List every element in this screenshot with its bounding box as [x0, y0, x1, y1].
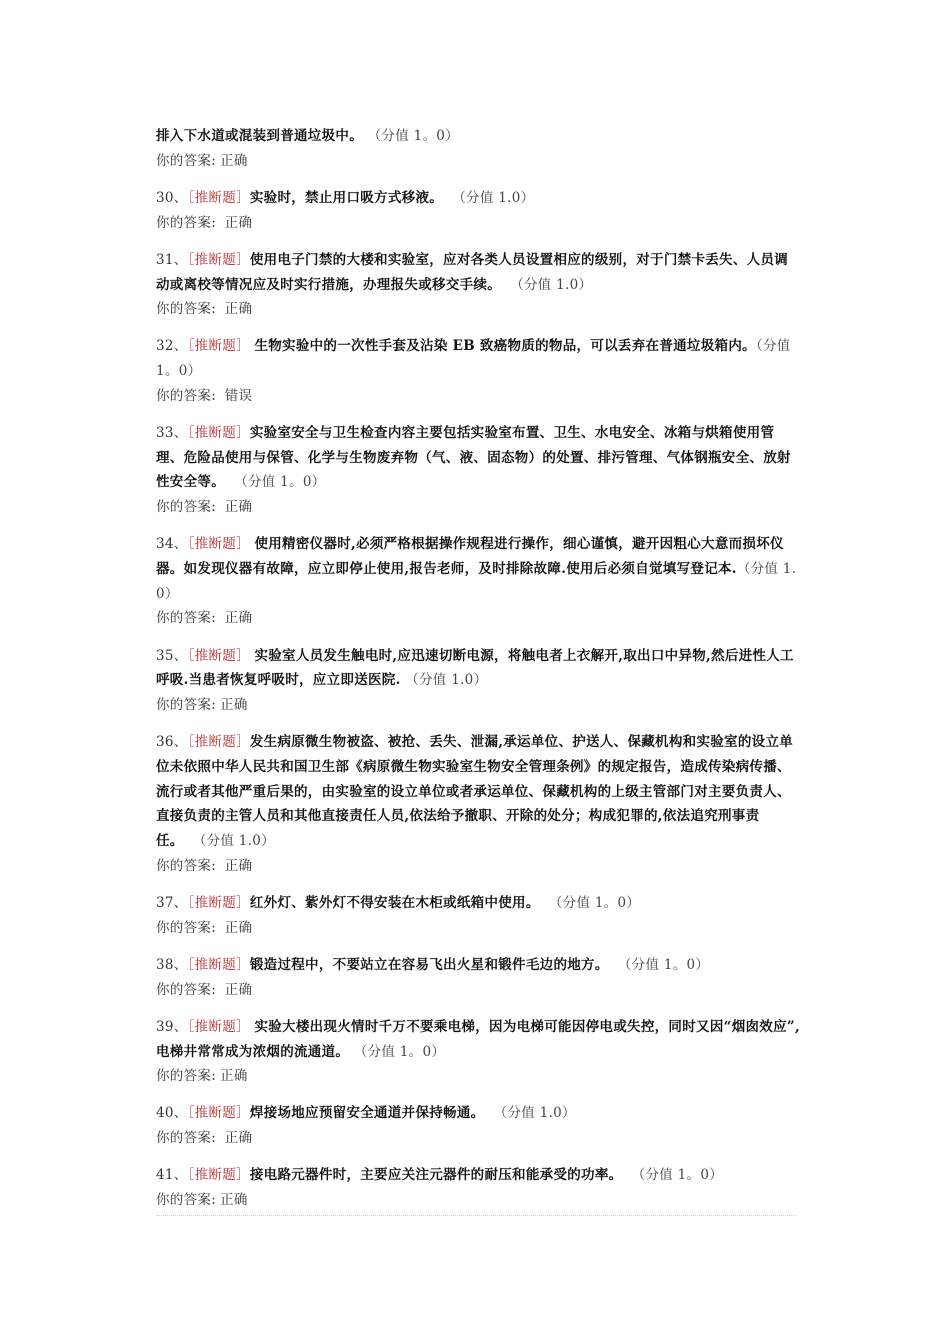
question-score: （分值 1.0） — [192, 833, 275, 850]
answer-value: 正确 — [224, 981, 253, 998]
answer-value: 正确 — [224, 857, 253, 874]
question-score: （分值 1.0） — [405, 672, 488, 689]
question-number: 33、 — [156, 425, 188, 442]
question-text — [156, 1163, 801, 1188]
question-number: 40、 — [156, 1105, 188, 1122]
question-number: 36、 — [156, 734, 188, 751]
answer-line — [156, 916, 801, 941]
question-type: ［推断题］ — [187, 536, 250, 553]
question-type: ［推断题］ — [187, 956, 250, 973]
question-text — [156, 644, 801, 693]
question-number: 37、 — [156, 894, 188, 911]
answer-line — [156, 1188, 801, 1213]
question-text — [156, 186, 801, 211]
question-type: ［推断题］ — [187, 894, 250, 911]
question-number: 41、 — [156, 1167, 188, 1184]
question-item — [156, 1101, 801, 1150]
answer-value: 正确 — [224, 301, 253, 318]
question-score: （分值 1.0） — [452, 189, 535, 206]
question-number: 38、 — [156, 956, 188, 973]
answer-value: 正确 — [224, 214, 253, 231]
answer-value: 正确 — [220, 1068, 248, 1085]
answer-line — [156, 854, 801, 879]
question-stem: 接电路元器件时，主要应关注元器件的耐压和能承受的功率。 — [249, 1167, 623, 1184]
question-stem: 使用精密仪器时,必须严格根据操作规程进行操作，细心谨慎，避开因粗心大意而损坏仪器。如发现仪器有故障，应立即停止使用,报告老师，及时排除故障.使用后必须自觉填写登记本. — [156, 536, 784, 578]
question-stem: 发生病原微生物被盗、被抢、丢失、泄漏,承运单位、护送人、保藏机构和实验室的设立单位未依照中华人民共和国卫生部《病原微生物实验室生物安全管理条例》的规定报告，造成传染病传播、流行或者其他严重后果的，由实验室的设立单位或者承运单位、保藏机构的上级主管部门对主要负责人、直接负责的主管人员和其他直接责任人员,依法给予撤职、开除的处分；构成犯罪的,依法追究刑事责任。 — [156, 734, 794, 850]
question-item — [156, 421, 801, 520]
question-number: 31、 — [156, 251, 188, 268]
answer-label: 你的答案: — [156, 697, 217, 714]
answer-line — [156, 211, 801, 236]
question-stem: 实验大楼出现火情时千万不要乘电梯，因为电梯可能因停电或失控，同时又因“烟囱效应”,电梯井常常成为浓烟的流通道。 — [156, 1018, 800, 1060]
question-score: （分值 1。0） — [234, 474, 326, 491]
question-item — [156, 891, 801, 940]
question-number: 32、 — [156, 338, 188, 355]
answer-value: 错误 — [224, 387, 253, 404]
answer-value: 正确 — [220, 1192, 248, 1209]
question-stem: 实验室安全与卫生检查内容主要包括实验室布置、卫生、水电安全、冰箱与烘箱使用管理、危险品使用与保管、化学与生物废弃物（气、液、固态物）的处置、排污管理、气体钢瓶安全、放射性安全等。 — [156, 425, 791, 491]
question-type: ［推断题］ — [187, 338, 250, 355]
question-item — [156, 124, 801, 173]
answer-label: 你的答案: — [156, 387, 217, 404]
dotted-divider — [156, 1215, 796, 1216]
question-score: （分值 1.0） — [156, 561, 797, 602]
question-type: ［推断题］ — [187, 251, 250, 268]
question-type: ［推断题］ — [187, 1167, 250, 1184]
question-text — [156, 334, 801, 383]
question-item — [156, 334, 801, 408]
question-stem: 红外灯、紫外灯不得安装在木柜或纸箱中使用。 — [249, 894, 540, 911]
question-score: （分值 1.0） — [510, 276, 593, 293]
question-score: （分值 1。0） — [548, 894, 641, 911]
question-type: ［推断题］ — [187, 734, 250, 751]
question-text — [156, 1015, 801, 1064]
question-number: 30、 — [156, 189, 188, 206]
question-list — [156, 124, 801, 1216]
question-item — [156, 730, 801, 878]
answer-line — [156, 693, 801, 718]
answer-line — [156, 149, 801, 174]
question-item — [156, 1015, 801, 1089]
answer-label: 你的答案: — [156, 301, 217, 318]
question-type: ［推断题］ — [187, 425, 250, 442]
question-number: 39、 — [156, 1018, 188, 1035]
answer-label: 你的答案: — [156, 1192, 217, 1209]
question-number: 34、 — [156, 536, 188, 553]
question-stem: 锻造过程中，不要站立在容易飞出火星和锻件毛边的地方。 — [249, 956, 609, 973]
question-type: ［推断题］ — [187, 1018, 250, 1035]
question-text — [156, 532, 801, 606]
question-type: ［推断题］ — [187, 1105, 250, 1122]
question-text — [156, 891, 801, 916]
question-stem: 使用电子门禁的大楼和实验室，应对各类人员设置相应的级别，对于门禁卡丢失、人员调动或离校等情况应及时实行措施，办理报失或移交手续。 — [156, 251, 789, 293]
answer-line — [156, 606, 801, 631]
question-stem: 实验时，禁止用口吸方式移液。 — [249, 189, 444, 206]
question-score: （分值 1。0） — [156, 338, 791, 380]
answer-line — [156, 384, 801, 409]
answer-value: 正确 — [220, 152, 248, 169]
question-text — [156, 248, 801, 297]
question-text — [156, 124, 801, 149]
question-item — [156, 186, 801, 235]
answer-label: 你的答案: — [156, 981, 217, 998]
question-text — [156, 953, 801, 978]
question-type: ［推断题］ — [187, 189, 250, 206]
answer-label: 你的答案: — [156, 1068, 217, 1085]
answer-line — [156, 297, 801, 322]
answer-label: 你的答案: — [156, 499, 217, 516]
answer-label: 你的答案: — [156, 1130, 217, 1147]
question-score: （分值 1。0） — [631, 1167, 724, 1184]
question-item — [156, 644, 801, 718]
answer-line — [156, 1126, 801, 1151]
answer-value: 正确 — [224, 610, 253, 627]
question-text — [156, 421, 801, 495]
answer-value: 正确 — [224, 1130, 253, 1147]
question-text — [156, 1101, 801, 1126]
answer-line — [156, 978, 801, 1003]
question-score: （分值 1。0） — [367, 128, 459, 144]
answer-label: 你的答案: — [156, 214, 217, 231]
question-item — [156, 953, 801, 1002]
question-number: 35、 — [156, 647, 188, 664]
answer-line — [156, 1064, 801, 1089]
question-item — [156, 248, 801, 322]
question-item — [156, 532, 801, 631]
question-stem: 排入下水道或混装到普通垃圾中。 — [156, 128, 363, 144]
question-score: （分值 1。0） — [617, 956, 710, 973]
answer-line — [156, 495, 801, 520]
answer-label: 你的答案: — [156, 152, 217, 169]
answer-label: 你的答案: — [156, 610, 217, 627]
answer-value: 正确 — [224, 919, 253, 936]
answer-value: 正确 — [224, 499, 253, 516]
answer-value: 正确 — [220, 697, 248, 714]
answer-label: 你的答案: — [156, 857, 217, 874]
question-stem: 生物实验中的一次性手套及沾染 EB 致癌物质的物品，可以丢弃在普通垃圾箱内。 — [254, 338, 756, 355]
question-text — [156, 730, 801, 854]
question-item — [156, 1163, 801, 1215]
question-stem: 焊接场地应预留安全通道并保持畅通。 — [249, 1105, 485, 1122]
question-stem: 实验室人员发生触电时,应迅速切断电源，将触电者上衣解开,取出口中异物,然后进性人工呼吸.当患者恢复呼吸时，应立即送医院. — [156, 647, 794, 689]
question-type: ［推断题］ — [187, 647, 250, 664]
answer-label: 你的答案: — [156, 919, 217, 936]
question-score: （分值 1.0） — [493, 1105, 576, 1122]
question-score: （分值 1。0） — [353, 1043, 446, 1060]
